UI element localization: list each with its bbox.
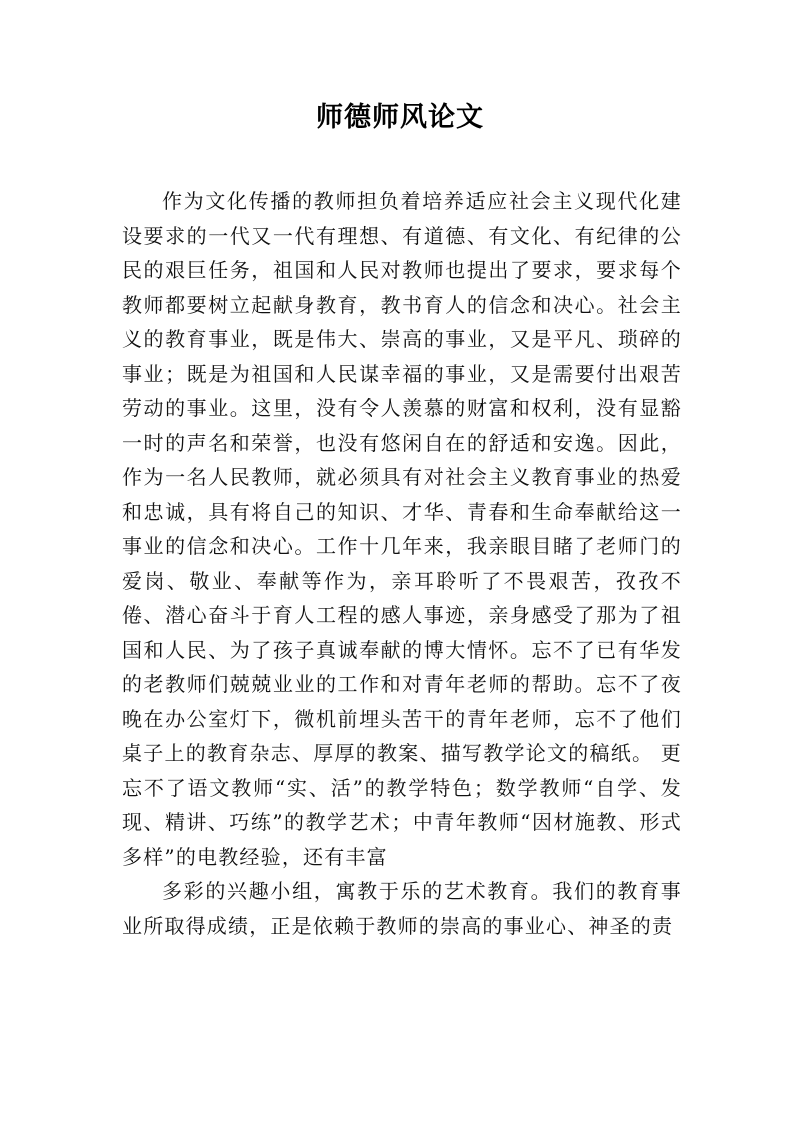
document-body	[122, 184, 682, 943]
document-title: 师德师风论文	[316, 102, 484, 133]
paragraph: 作为文化传播的教师担负着培养适应社会主义现代化建设要求的一代又一代有理想、有道德、有文化、有纪律的公民的艰巨任务，祖国和人民对教师也提出了要求，要求每个教师都要树立起献身教育，教书育人的信念和决心。社会主义的教育事业，既是伟大、崇高的事业，又是平凡、琐碎的事业；既是为祖国和人民谋幸福的事业，又是需要付出艰苦劳动的事业。这里，没有令人羡慕的财富和权利，没有显豁一时的声名和荣誉，也没有悠闲自在的舒适和安逸。因此，作为一名人民教师，就必须具有对社会主义教育事业的热爱和忠诚，具有将自己的知识、才华、青春和生命奉献给这一事业的信念和决心。工作十几年来，我亲眼目睹了老师门的爱岗、敬业、奉献等作为，亲耳聆听了不畏艰苦，孜孜不倦、潜心奋斗于育人工程的感人事迹，亲身感受了那为了祖国和人民、为了孩子真诚奉献的博大情怀。忘不了已有华发的老教师们兢兢业业的工作和对青年老师的帮助。忘不了夜晚在办公室灯下，微机前埋头苦干的青年老师，忘不了他们桌子上的教育杂志、厚厚的教案、描写教学论文的稿纸。 更忘不了语文教师“实、活”的教学特色；数学教师“自学、发现、精讲、巧练”的教学艺术；中青年教师“因材施教、形式多样”的电教经验，还有丰富	[122, 189, 682, 869]
paragraph: 多彩的兴趣小组，寓教于乐的艺术教育。我们的教育事业所取得成绩，正是依赖于教师的崇高的事业心、神圣的责	[122, 879, 682, 938]
